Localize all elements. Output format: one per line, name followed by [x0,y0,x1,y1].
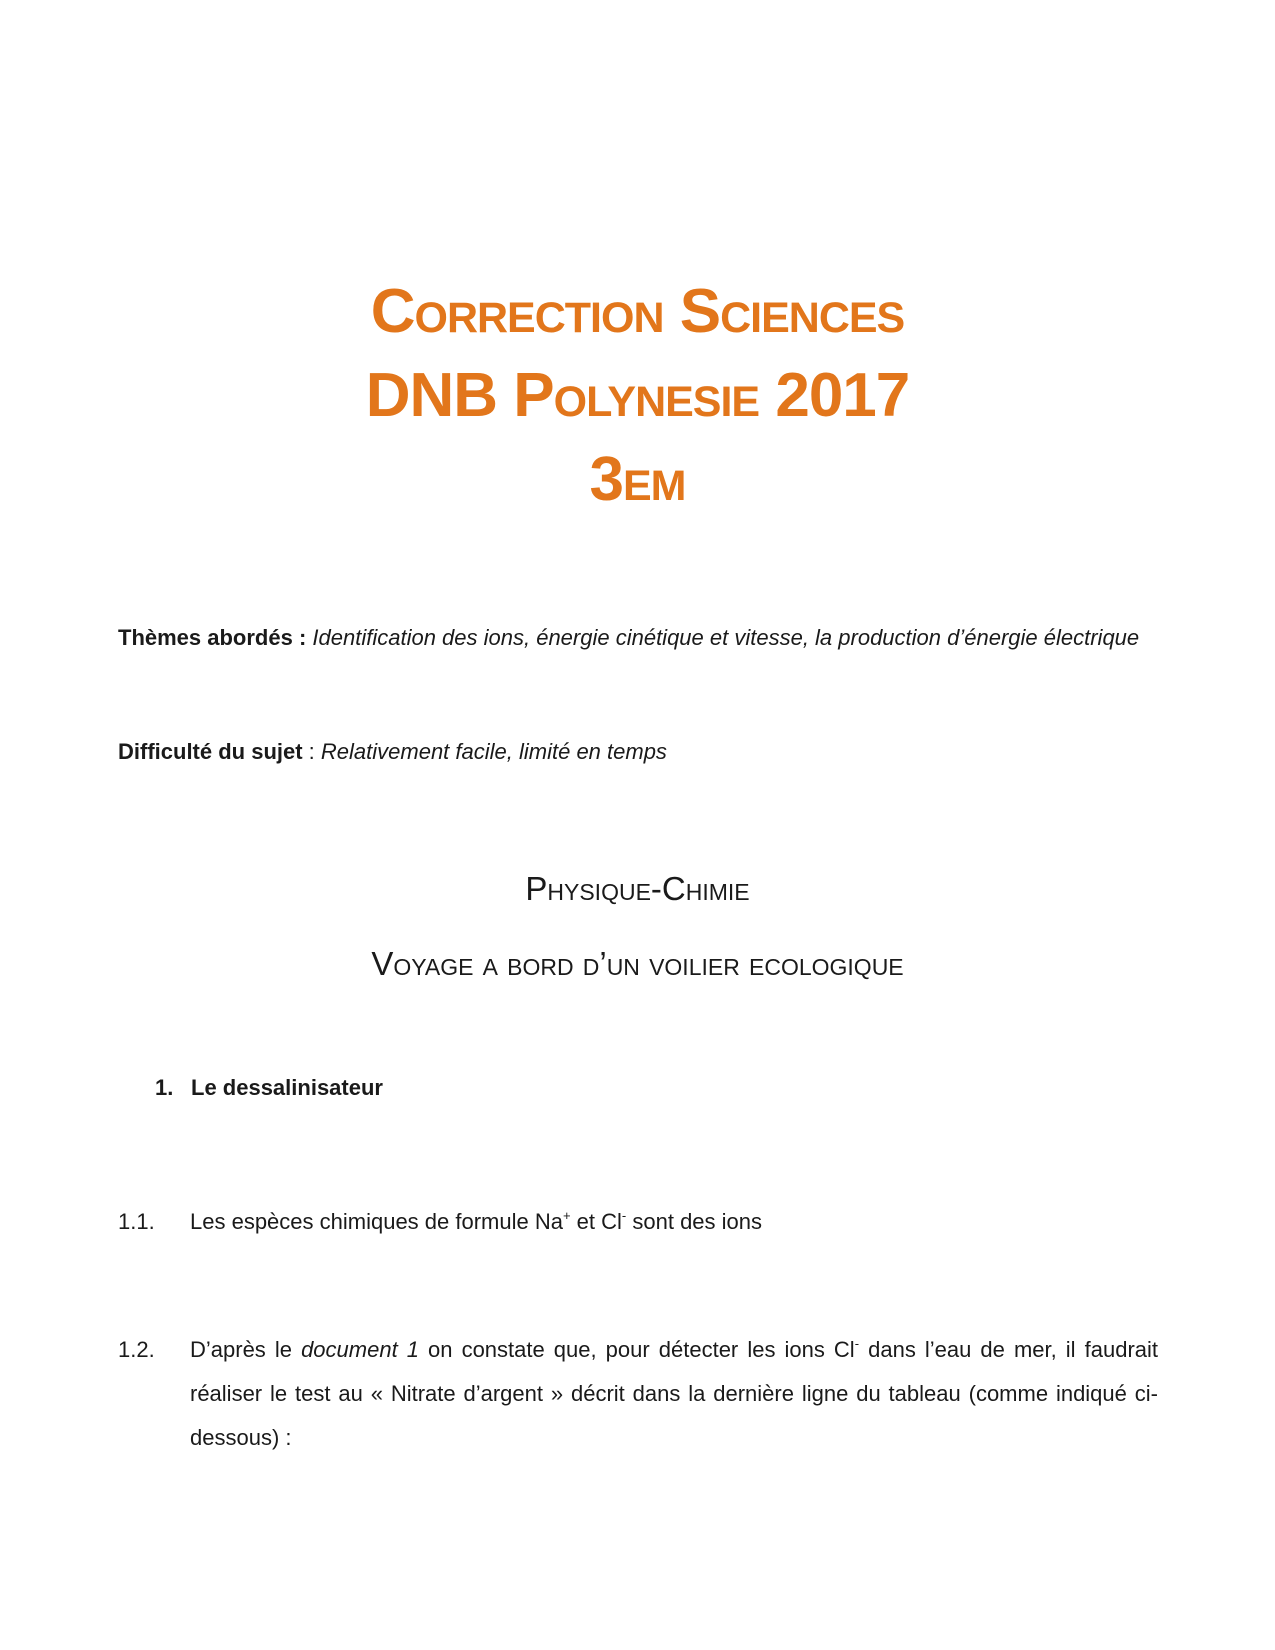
part-heading [155,1075,383,1101]
answer-number: 1.1. [118,1209,155,1234]
themes-paragraph [118,616,1158,660]
answer-number: 1.2. [118,1337,155,1362]
answer-text-part: Les espèces chimiques de formule Na [190,1209,563,1234]
subject-heading: Physique-Chimie [525,870,750,907]
answer-text-part: D’après le [190,1337,302,1362]
part-number: 1. [155,1075,174,1100]
charge-superscript: + [562,1208,571,1223]
themes-value: Identification des ions, énergie cinétique et vitesse, la production d’énergie électrique [312,625,1140,650]
document-reference: document 1 [301,1337,419,1362]
themes-label: Thèmes abordés : [118,625,307,650]
charge-superscript: - [854,1336,860,1351]
answer-text-part: on constate que, pour détecter les ions Cl [418,1337,855,1362]
difficulty-value: Relativement facile, limité en temps [320,739,667,764]
document-title [0,270,1275,522]
part-title: Le dessalinisateur [191,1075,383,1100]
answer-text-part: sont des ions [626,1209,763,1234]
charge-superscript: - [621,1208,627,1223]
title-line-2: DNB Polynesie 2017 [365,361,910,430]
title-line-1: Correction Sciences [370,277,905,346]
title-line-3: 3em [589,445,686,514]
answer-text [190,1200,1158,1244]
answer-item [118,1328,1158,1460]
exercise-heading: Voyage a bord d’un voilier ecologique [371,945,904,982]
difficulty-label: Difficulté du sujet [118,739,303,764]
answer-text-part: dans l’eau de mer, il faudrait réaliser le test au « Nitrate d’argent » décrit dans la dernière ligne du tableau (comme indiqué ci-dessous) : [190,1337,1159,1450]
answer-text [190,1328,1158,1460]
difficulty-paragraph [118,730,1158,774]
answer-text-part: et Cl [570,1209,622,1234]
difficulty-separator: : [302,739,321,764]
answer-item [118,1200,1158,1244]
